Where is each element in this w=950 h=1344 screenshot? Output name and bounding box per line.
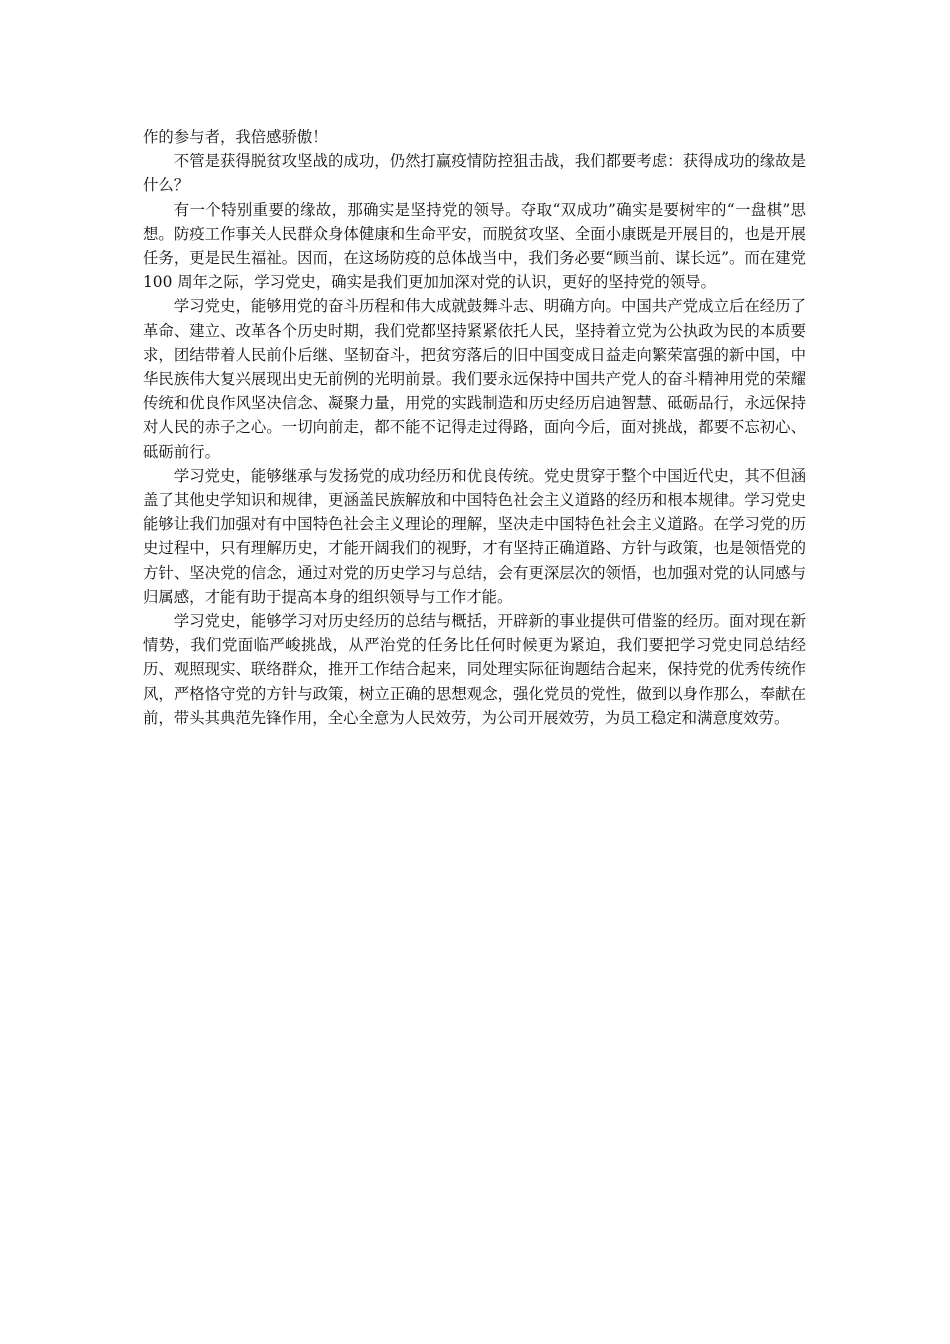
document-body xyxy=(143,125,806,730)
paragraph-struggle-history: 学习党史，能够用党的奋斗历程和伟大成就鼓舞斗志、明确方向。中国共产党成立后在经历了革命、建立、改革各个历史时期，我们党都坚持紧紧依托人民，坚持着立党为公执政为民的本质要求，团结带着人民前仆后继、坚韧奋斗，把贫穷落后的旧中国变成日益走向繁荣富强的新中国，中华民族伟大复兴展现出史无前例的光明前景。我们要永远保持中国共产党人的奋斗精神用党的荣耀传统和优良作风坚决信念、凝聚力量，用党的实践制造和历史经历启迪智慧、砥砺品行，永远保持对人民的赤子之心。一切向前走，都不能不记得走过得路，面向今后，面对挑战，都要不忘初心、砥砺前行。 xyxy=(143,297,806,461)
paragraph-party-leadership: 有一个特别重要的缘故，那确实是坚持党的领导。夺取“双成功”确实是要树牢的“一盘棋”思想。防疫工作事关人民群众身体健康和生命平安，而脱贫攻坚、全面小康既是开展目的，也是开展任务，更是民生福祉。因而，在这场防疫的总体战当中，我们务必要“顾当前、谋长远”。而在建党 100 周年之际，学习党史，确实是我们更加加深对党的认识，更好的坚持党的领导。 xyxy=(143,200,806,292)
paragraph-summarize-experience: 学习党史，能够学习对历史经历的总结与概括，开辟新的事业提供可借鉴的经历。面对现在新情势，我们党面临严峻挑战，从严治党的任务比任何时候更为紧迫，我们要把学习党史同总结经历、观照现实、联络群众，推开工作结合起来，同处理实际征询题结合起来，保持党的优秀传统作风，严格恪守党的方针与政策，树立正确的思想观念，强化党员的党性，做到以身作那么，奉献在前，带头其典范先锋作用，全心全意为人民效劳，为公司开展效劳，为员工稳定和满意度效劳。 xyxy=(143,612,806,727)
paragraph-inherit-tradition: 学习党史，能够继承与发扬党的成功经历和优良传统。党史贯穿于整个中国近代史，其不但涵盖了其他史学知识和规律，更涵盖民族解放和中国特色社会主义道路的经历和根本规律。学习党史能够让我们加强对有中国特色社会主义理论的理解，坚决走中国特色社会主义道路。在学习党的历史过程中，只有理解历史，才能开阔我们的视野，才有坚持正确道路、方针与政策，也是领悟党的方针、坚决党的信念，通过对党的历史学习与总结，会有更深层次的领悟，也加强对党的认同感与归属感，才能有助于提高本身的组织领导与工作才能。 xyxy=(143,466,806,606)
paragraph-question: 不管是获得脱贫攻坚战的成功，仍然打赢疫情防控狙击战，我们都要考虑：获得成功的缘故是什么？ xyxy=(143,152,806,195)
paragraph-continuation: 作的参与者，我倍感骄傲！ xyxy=(143,128,328,146)
